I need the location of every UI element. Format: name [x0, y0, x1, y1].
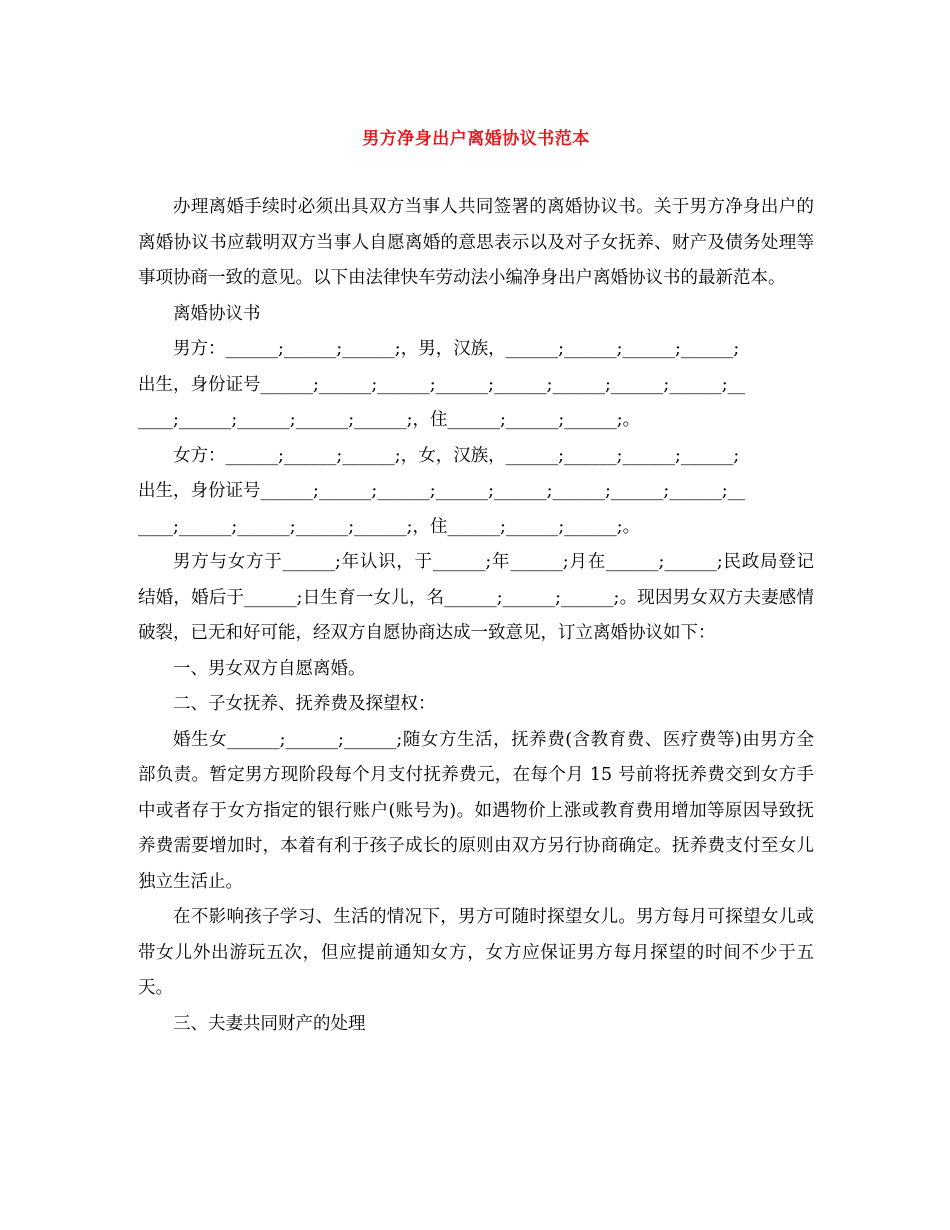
custody-paragraph: 婚生女______;______;______;随女方生活，抚养费(含教育费、医疗费等)由男方全部负责。暂定男方现阶段每个月支付抚养费元，在每个月 15 号前将抚养费交到女方手中或者存于女方指定的银行账户(账号为)。如遇物价上涨或教育费用增加等原因导致抚养费需要增加时，本着有利于孩子成长的原则由双方另行协商确定。抚养费支付至女儿独立生活止。: [138, 729, 814, 892]
woman-info-line-2: 出生，身份证号______;______;______;______;______;______;______;______;__: [138, 481, 746, 501]
agreement-heading: 离婚协议书: [173, 303, 261, 324]
clause-three: 三、夫妻共同财产的处理: [173, 1013, 366, 1034]
visitation-paragraph: 在不影响孩子学习、生活的情况下，男方可随时探望女儿。男方每月可探望女儿或带女儿外出游玩五次，但应提前通知女方，女方应保证男方每月探望的时间不少于五天。: [138, 907, 814, 998]
document-title: 男方净身出户离婚协议书范本: [362, 129, 590, 149]
woman-info-line-3: ____;______;______;______;______;，住______;______;______;。: [138, 516, 641, 537]
clause-two: 二、子女抚养、抚养费及探望权：: [173, 694, 436, 714]
man-info-line-1: 男方：______;______;______;，男，汉族，______;______;______;______;: [173, 339, 740, 359]
document-body: [138, 190, 814, 1042]
clause-one: 一、男女双方自愿离婚。: [173, 658, 366, 679]
woman-info-line-1: 女方：______;______;______;，女，汉族，______;______;______;______;: [173, 445, 740, 466]
man-info-line-3: ____;______;______;______;______;，住______;______;______;。: [138, 410, 641, 430]
intro-paragraph: 办理离婚手续时必须出具双方当事人共同签署的离婚协议书。关于男方净身出户的离婚协议书应载明双方当事人自愿离婚的意思表示以及对子女抚养、财产及债务处理等事项协商一致的意见。以下由法律快车劳动法小编净身出户离婚协议书的最新范本。: [138, 197, 814, 288]
marriage-paragraph: 男方与女方于______;年认识，于______;年______;月在______;______;民政局登记结婚，婚后于______;日生育一女儿，名______;______;______;。现因男女双方夫妻感情破裂，已无和好可能，经双方自愿协商达成一致意见，订立离婚协议如下：: [138, 552, 814, 643]
man-info-line-2: 出生，身份证号______;______;______;______;______;______;______;______;__: [138, 374, 746, 395]
